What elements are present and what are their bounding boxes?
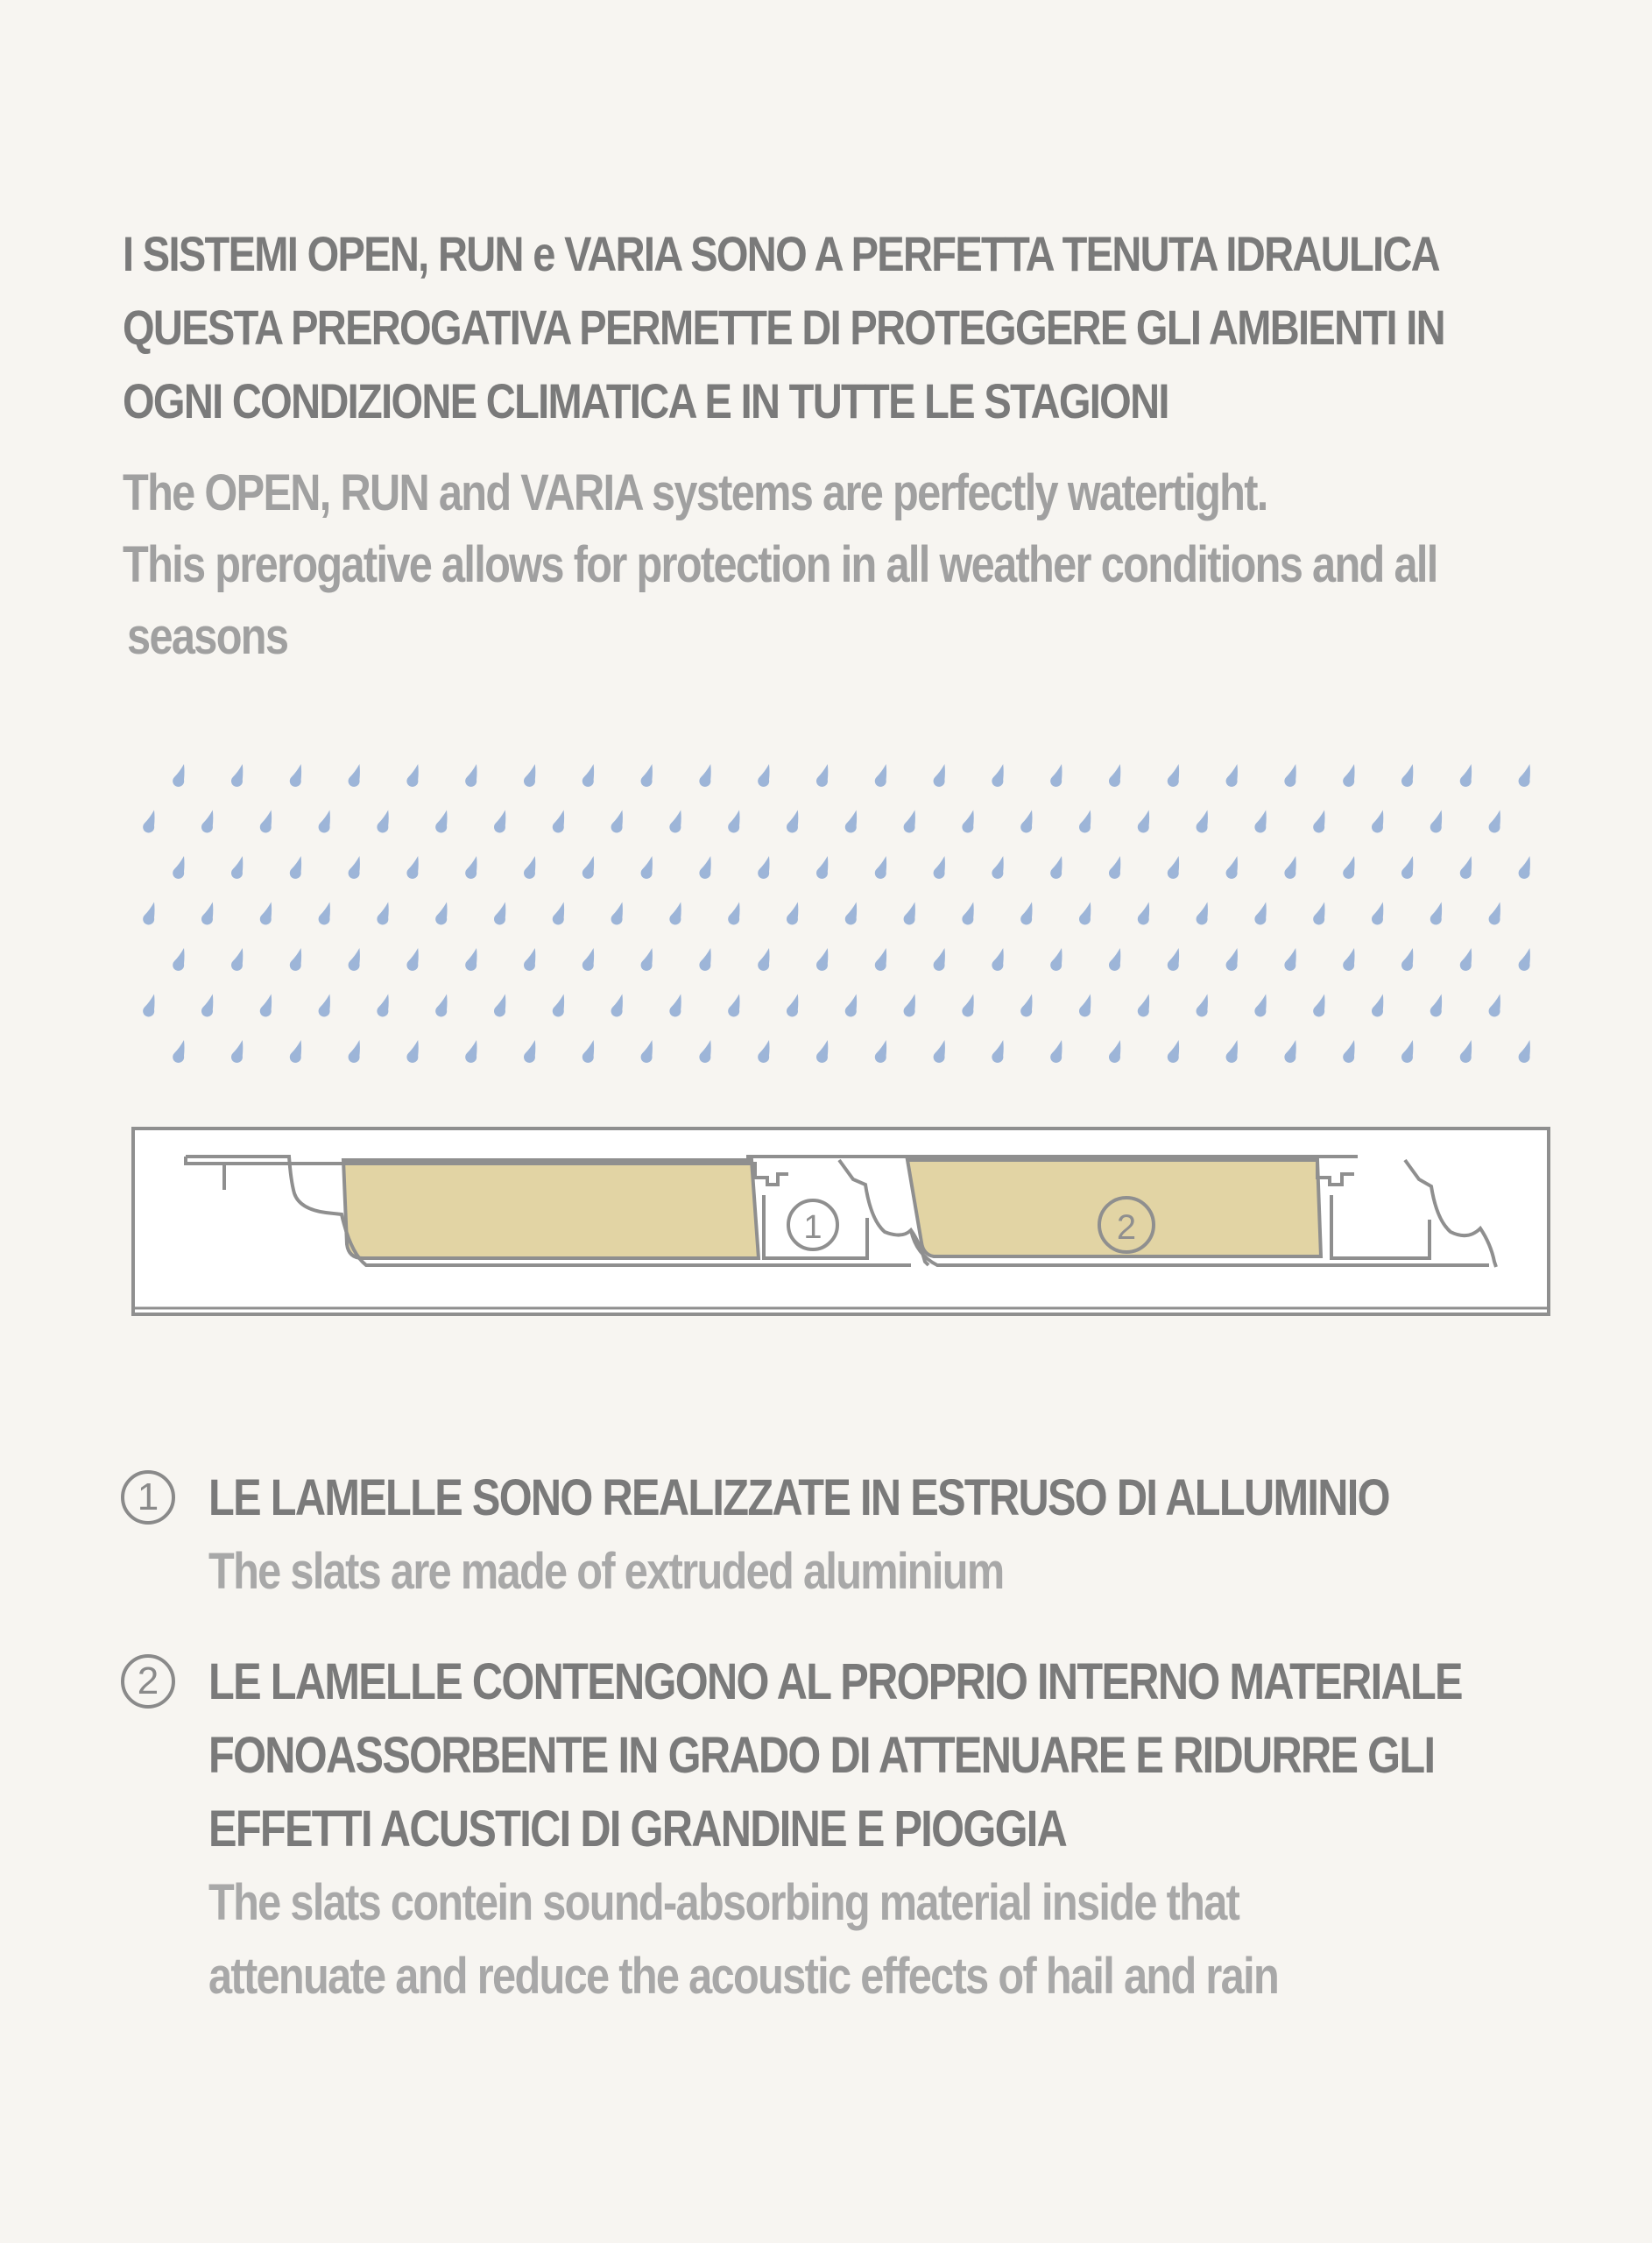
rain-drop [1109, 1040, 1120, 1063]
rain-drop [1109, 948, 1120, 971]
feature-subtitle-line: The slats contein sound-absorbing material inside that [208, 1874, 1239, 1931]
rain-drop [290, 856, 301, 879]
rain-drop [1372, 810, 1383, 833]
rain-drop [758, 764, 769, 787]
rain-drop [1138, 810, 1149, 833]
rain-drop [582, 856, 594, 879]
rain-drop [934, 948, 945, 971]
rain-drop [641, 1040, 653, 1063]
rain-drop [699, 856, 710, 879]
slat-1-infill [343, 1160, 759, 1258]
rain-drop [173, 1040, 184, 1063]
rain-drop [758, 948, 769, 971]
rain-drop [553, 902, 564, 925]
rain-drop [173, 948, 184, 971]
feature-title-line: LE LAMELLE CONTENGONO AL PROPRIO INTERNO MATERIALE [208, 1653, 1462, 1710]
rain-drop [669, 902, 681, 925]
slat-2-callout: 2 [1116, 1208, 1137, 1247]
rain-drop [524, 764, 535, 787]
rain-drop [1050, 948, 1062, 971]
rain-drop [201, 810, 213, 833]
rain-drop [816, 1040, 828, 1063]
rain-drop [728, 810, 739, 833]
rain-drop [875, 856, 886, 879]
rain-drop [1254, 810, 1266, 833]
rain-drop [934, 764, 945, 787]
feature-number-badge: 2 [121, 1654, 175, 1709]
rain-drop [1020, 810, 1032, 833]
rain-drop [465, 764, 477, 787]
rain-drop [1519, 948, 1530, 971]
rain-drop [845, 994, 857, 1017]
rain-drop [290, 948, 301, 971]
rain-drop [1460, 948, 1472, 971]
rain-drop [875, 1040, 886, 1063]
feature-title-line: EFFETTI ACUSTICI DI GRANDINE E PIOGGIA [208, 1801, 1067, 1857]
rain-drop [435, 902, 447, 925]
rain-drop [1050, 856, 1062, 879]
rain-drop [641, 948, 653, 971]
rain-drop [611, 902, 623, 925]
rain-drop [1079, 810, 1091, 833]
rain-drop [377, 902, 388, 925]
rain-drop [1168, 856, 1179, 879]
rain-drop [582, 948, 594, 971]
rain-drop [934, 856, 945, 879]
rain-drop [1168, 764, 1179, 787]
rain-drop [1313, 994, 1324, 1017]
italian-heading-line: I SISTEMI OPEN, RUN e VARIA SONO A PERFETTA TENUTA IDRAULICA [123, 226, 1439, 281]
rain-drop [173, 856, 184, 879]
rain-drop [728, 994, 739, 1017]
rain-drop [816, 948, 828, 971]
rain-drop [787, 902, 798, 925]
rain-drop [1079, 994, 1091, 1017]
rain-drop [787, 810, 798, 833]
rain-drop [435, 810, 447, 833]
rain-drop [435, 994, 447, 1017]
rain-drop [787, 994, 798, 1017]
rain-drop [845, 810, 857, 833]
english-heading-line: The OPEN, RUN and VARIA systems are perfectly watertight. [123, 464, 1267, 521]
rain-drop [1343, 948, 1354, 971]
rain-drop [406, 1040, 418, 1063]
rain-drop [1138, 902, 1149, 925]
rain-drop [1197, 902, 1208, 925]
rain-drop [758, 856, 769, 879]
rain-drop [582, 764, 594, 787]
rain-drop [1489, 902, 1500, 925]
rain-drop [1254, 902, 1266, 925]
slat-2-infill [907, 1160, 1321, 1256]
rain-drop [465, 948, 477, 971]
rain-drop [1254, 994, 1266, 1017]
rain-drop [1519, 856, 1530, 879]
rain-drop [1401, 948, 1413, 971]
rain-drop [406, 764, 418, 787]
italian-heading-line: QUESTA PREROGATIVA PERMETTE DI PROTEGGERE GLI AMBIENTI IN [123, 300, 1444, 355]
rain-drop [231, 856, 243, 879]
rain-drop [319, 994, 330, 1017]
rain-drop [494, 810, 505, 833]
feature-subtitle [208, 1535, 1389, 1609]
rain-drop [1343, 856, 1354, 879]
rain-drop [1020, 902, 1032, 925]
rain-drop [904, 902, 915, 925]
rain-drop [1519, 764, 1530, 787]
rain-drop [1226, 948, 1238, 971]
rain-drop [582, 1040, 594, 1063]
english-heading-line: seasons [127, 608, 288, 665]
feature-title-line: LE LAMELLE SONO REALIZZATE IN ESTRUSO DI ALLUMINIO [208, 1469, 1389, 1526]
rain-drop [699, 1040, 710, 1063]
rain-drop [1197, 810, 1208, 833]
rain-drop [143, 994, 154, 1017]
rain-drop [524, 948, 535, 971]
rain-drop [173, 764, 184, 787]
rain-drop [1489, 994, 1500, 1017]
feature-title [208, 1645, 1462, 1866]
rain-drop [1372, 994, 1383, 1017]
rain-drop [1168, 948, 1179, 971]
rain-drop [319, 902, 330, 925]
rain-drop [1430, 994, 1442, 1017]
rain-drop [494, 902, 505, 925]
rain-drop [875, 948, 886, 971]
rain-drop [1168, 1040, 1179, 1063]
rain-drop [816, 856, 828, 879]
rain-drop [1372, 902, 1383, 925]
rain-drop [1313, 902, 1324, 925]
rain-drop [1430, 810, 1442, 833]
rain-drop [1197, 994, 1208, 1017]
rain-drop [465, 1040, 477, 1063]
rain-drop [231, 948, 243, 971]
rain-drop [524, 1040, 535, 1063]
rain-drop [201, 994, 213, 1017]
rain-drop [465, 856, 477, 879]
rain-drop [699, 948, 710, 971]
rain-drop [611, 810, 623, 833]
rain-drop [524, 856, 535, 879]
rain-drop [290, 1040, 301, 1063]
rain-drop [992, 1040, 1003, 1063]
rain-drop [962, 810, 973, 833]
rain-drop [231, 1040, 243, 1063]
rain-drop [875, 764, 886, 787]
rain-drop [1050, 764, 1062, 787]
rain-drop [1460, 856, 1472, 879]
italian-heading-line: OGNI CONDIZIONE CLIMATICA E IN TUTTE LE STAGIONI [123, 373, 1168, 428]
rain-drop [1284, 948, 1295, 971]
rain-drop [1079, 902, 1091, 925]
rain-drop [377, 810, 388, 833]
feature-title [208, 1461, 1389, 1535]
rain-drop [904, 994, 915, 1017]
rain-drop [641, 856, 653, 879]
rain-drop [962, 994, 973, 1017]
rain-drop [143, 902, 154, 925]
rain-drop [1519, 1040, 1530, 1063]
rain-drop [1401, 1040, 1413, 1063]
rain-drop [1343, 1040, 1354, 1063]
rain-drop [669, 810, 681, 833]
rain-drop [319, 810, 330, 833]
italian-heading [123, 217, 1444, 438]
rain-drop [1138, 994, 1149, 1017]
rain-drop [1226, 1040, 1238, 1063]
rain-drop [1460, 1040, 1472, 1063]
rain-drop [260, 810, 272, 833]
rain-drop [1401, 856, 1413, 879]
rain-drop [494, 994, 505, 1017]
rain-drop [1226, 856, 1238, 879]
rain-drop [290, 764, 301, 787]
rain-drop [1020, 994, 1032, 1017]
rain-drop [641, 764, 653, 787]
rain-drop [992, 948, 1003, 971]
rain-drop [962, 902, 973, 925]
rain-drop [992, 856, 1003, 879]
rain-drop [816, 764, 828, 787]
rain-drop [1284, 764, 1295, 787]
rain-drop [553, 810, 564, 833]
rain-drops [143, 764, 1530, 1063]
rain-drop [406, 856, 418, 879]
rain-drop [349, 948, 360, 971]
rain-drop [728, 902, 739, 925]
rain-drop [934, 1040, 945, 1063]
rain-drop [1284, 1040, 1295, 1063]
rain-drop [1313, 810, 1324, 833]
english-heading-line: This prerogative allows for protection in all weather conditions and all [123, 536, 1437, 593]
louvre-slats-diagram [0, 736, 1652, 1349]
rain-drop [1343, 764, 1354, 787]
rain-drop [1489, 810, 1500, 833]
feature-number-badge: 1 [121, 1470, 175, 1525]
feature-title-line: FONOASSORBENTE IN GRADO DI ATTENUARE E RIDURRE GLI [208, 1727, 1435, 1784]
rain-drop [845, 902, 857, 925]
rain-drop [1226, 764, 1238, 787]
rain-drop [1050, 1040, 1062, 1063]
rain-drop [260, 994, 272, 1017]
english-heading [123, 457, 1437, 673]
rain-drop [406, 948, 418, 971]
rain-drop [1430, 902, 1442, 925]
slat-1-callout: 1 [803, 1209, 822, 1246]
feature-text [208, 1645, 1462, 2013]
rain-drop [201, 902, 213, 925]
rain-drop [260, 902, 272, 925]
rain-drop [349, 1040, 360, 1063]
rain-drop [1460, 764, 1472, 787]
rain-drop [377, 994, 388, 1017]
rain-drop [349, 764, 360, 787]
rain-drop [1401, 764, 1413, 787]
feature-subtitle-line: The slats are made of extruded aluminium [208, 1543, 1004, 1600]
rain-drop [231, 764, 243, 787]
feature-subtitle [208, 1866, 1462, 2013]
rain-drop [904, 810, 915, 833]
rain-drop [1284, 856, 1295, 879]
rain-drop [611, 994, 623, 1017]
rain-drop [992, 764, 1003, 787]
rain-drop [758, 1040, 769, 1063]
rain-drop [1109, 856, 1120, 879]
rain-drop [669, 994, 681, 1017]
feature-subtitle-line: attenuate and reduce the acoustic effects of hail and rain [208, 1948, 1279, 2005]
rain-drop [143, 810, 154, 833]
rain-drop [699, 764, 710, 787]
rain-drop [1109, 764, 1120, 787]
feature-text [208, 1461, 1389, 1609]
rain-drop [553, 994, 564, 1017]
rain-drop [349, 856, 360, 879]
